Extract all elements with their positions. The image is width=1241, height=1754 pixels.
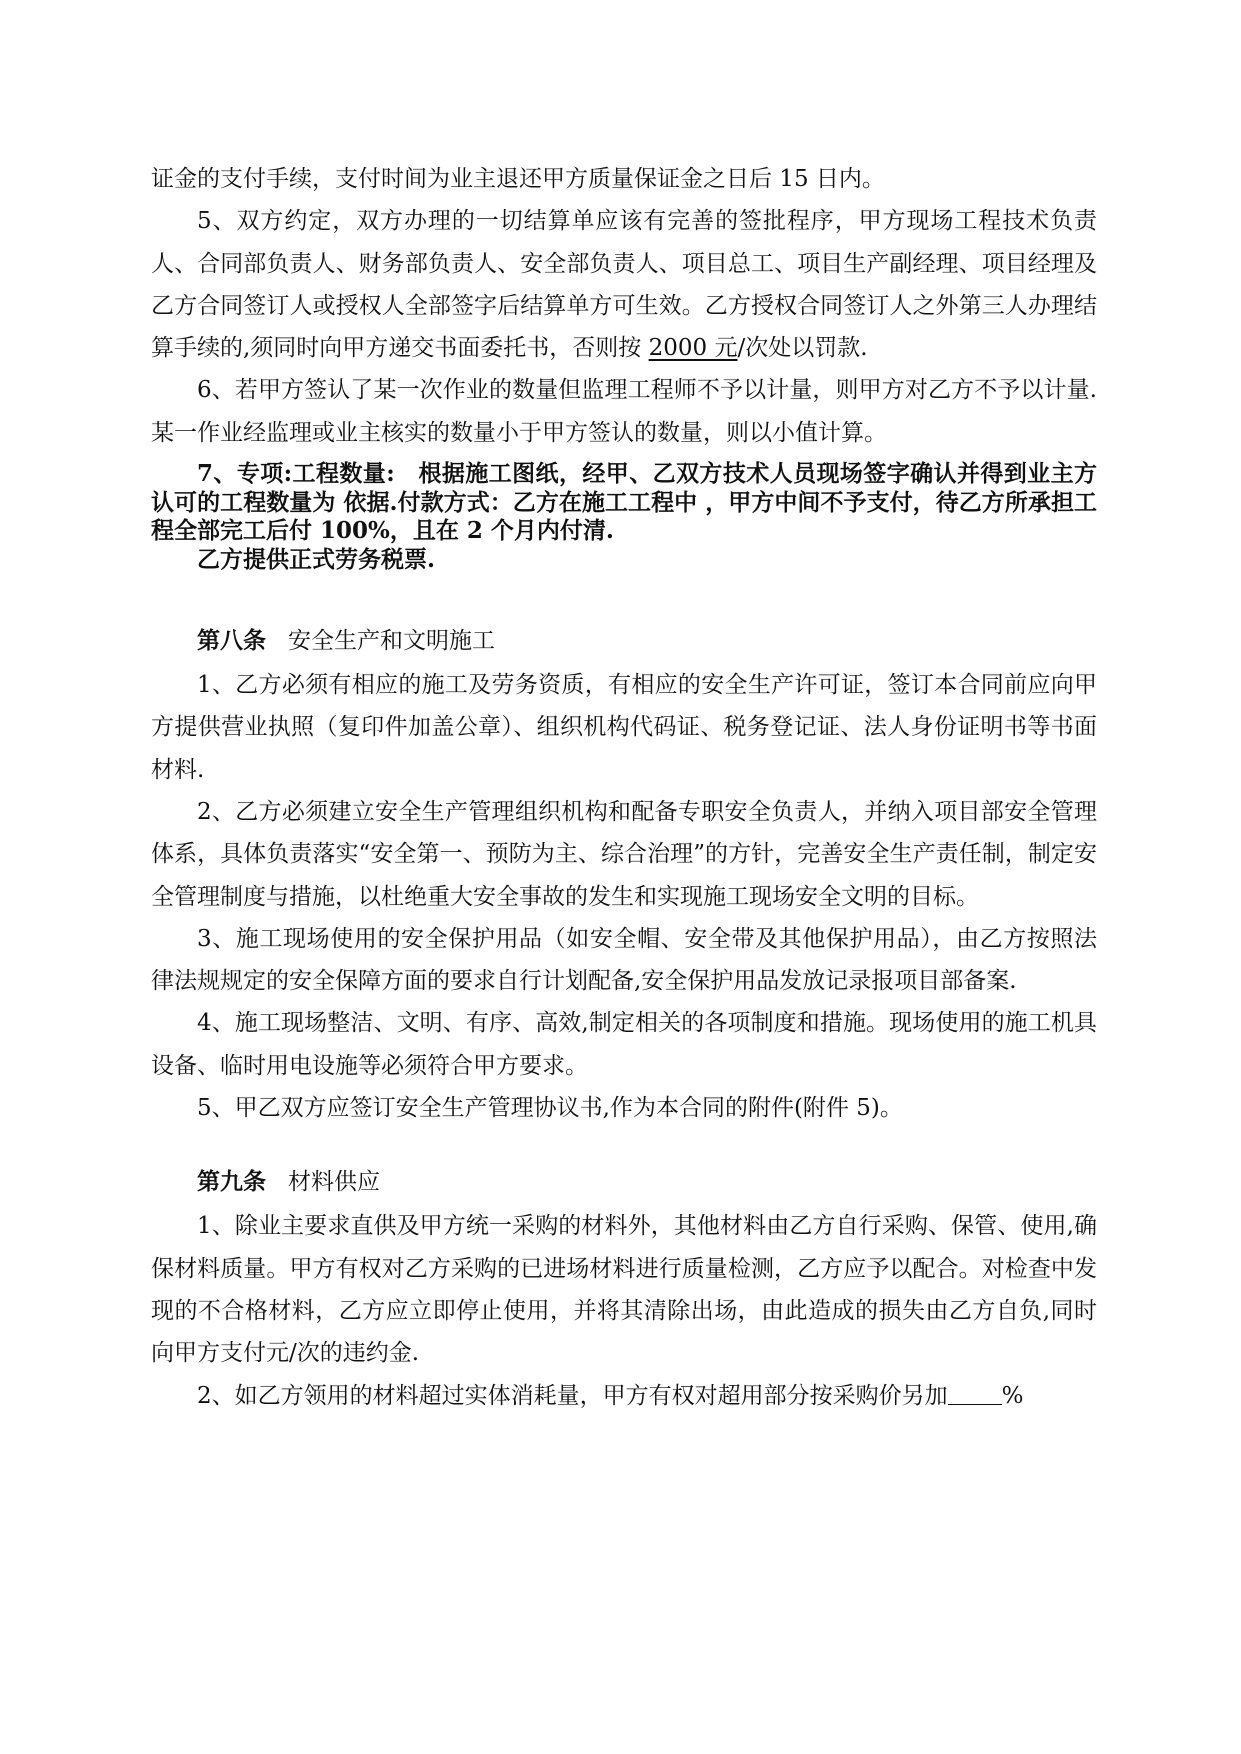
clause-5-tail: /次处以罚款.: [737, 335, 868, 362]
article-9-title: 材料供应: [288, 1169, 380, 1196]
article-8-number: 第八条: [197, 627, 266, 655]
article-9-number: 第九条: [197, 1168, 266, 1196]
article-8-item-2: 2、乙方必须建立安全生产管理组织机构和配备专职安全负责人，并纳入项目部安全管理体系，具体负责落实“安全第一、预防为主、综合治理”的方针，完善安全生产责任制，制定安全管理制度与措施，以杜绝重大安全事故的发生和实现施工现场安全文明的目标。: [151, 798, 1097, 910]
article-8-heading: [151, 618, 1097, 664]
paragraph-clause-5: [151, 200, 1097, 369]
article-8-title: 安全生产和文明施工: [288, 628, 495, 655]
article-9-item-2-text: 2、如乙方领用的材料超过实体消耗量，甲方有权对超用部分按采购价另加: [197, 1382, 948, 1409]
paragraph-clause-7: 7、专项:工程数量: 根据施工图纸，经甲、乙双方技术人员现场签字确认并得到业主方认可的工程数量为 依据.付款方式：乙方在施工工程中 ，甲方中间不予支付，待乙方所承担工程全部完工后付 100%，且在 2 个月内付清.: [151, 460, 1097, 545]
document-body: [151, 158, 1097, 1417]
paragraph-tax-invoice: 乙方提供正式劳务税票.: [197, 545, 436, 573]
paragraph-continuation: 证金的支付手续，支付时间为业主退还甲方质量保证金之日后 15 日内。: [151, 166, 885, 192]
article-8-item-1: 1、乙方必须有相应的施工及劳务资质，有相应的安全生产许可证，签订本合同前应向甲方提供营业执照（复印件加盖公章）、组织机构代码证、税务登记证、法人身份证明书等书面材料.: [151, 672, 1097, 783]
article-9-item-1: 1、除业主要求直供及甲方统一采购的材料外，其他材料由乙方自行采购、保管、使用,确保材料质量。甲方有权对乙方采购的已进场材料进行质量检测，乙方应予以配合。对检查中发现的不合格材料，乙方应立即停止使用，并将其清除出场，由此造成的损失由乙方自负,同时向甲方支付元/次的违约金.: [151, 1213, 1097, 1367]
article-8-item-5: 5、甲乙双方应签订安全生产管理协议书,作为本合同的附件(附件 5)。: [197, 1095, 903, 1122]
clause-5-text: 5、双方约定，双方办理的一切结算单应该有完善的签批程序，甲方现场工程技术负责人、合同部负责人、财务部负责人、安全部负责人、项目总工、项目生产副经理、项目经理及乙方合同签订人或授权人全部签字后结算单方可生效。乙方授权合同签订人之外第三人办理结算手续的,须同时向甲方递交书面委托书，否则按: [151, 208, 1097, 362]
fill-in-blank: [948, 1380, 1002, 1405]
penalty-amount: 2000 元: [648, 335, 738, 362]
article-9-heading: [151, 1159, 1097, 1205]
paragraph-clause-6: 6、若甲方签认了某一次作业的数量但监理工程师不予以计量，则甲方对乙方不予以计量.某一作业经监理或业主核实的数量小于甲方签认的数量，则以小值计算。: [151, 377, 1097, 446]
article-8-item-4: 4、施工现场整洁、文明、有序、高效,制定相关的各项制度和措施。现场使用的施工机具设备、临时用电设施等必须符合甲方要求。: [151, 1010, 1097, 1079]
percent-sign: %: [1001, 1382, 1024, 1409]
article-9-item-2: [151, 1375, 1097, 1417]
article-8-item-3: 3、施工现场使用的安全保护用品（如安全帽、安全带及其他保护用品），由乙方按照法律法规规定的安全保障方面的要求自行计划配备,安全保护用品发放记录报项目部备案.: [151, 925, 1097, 995]
